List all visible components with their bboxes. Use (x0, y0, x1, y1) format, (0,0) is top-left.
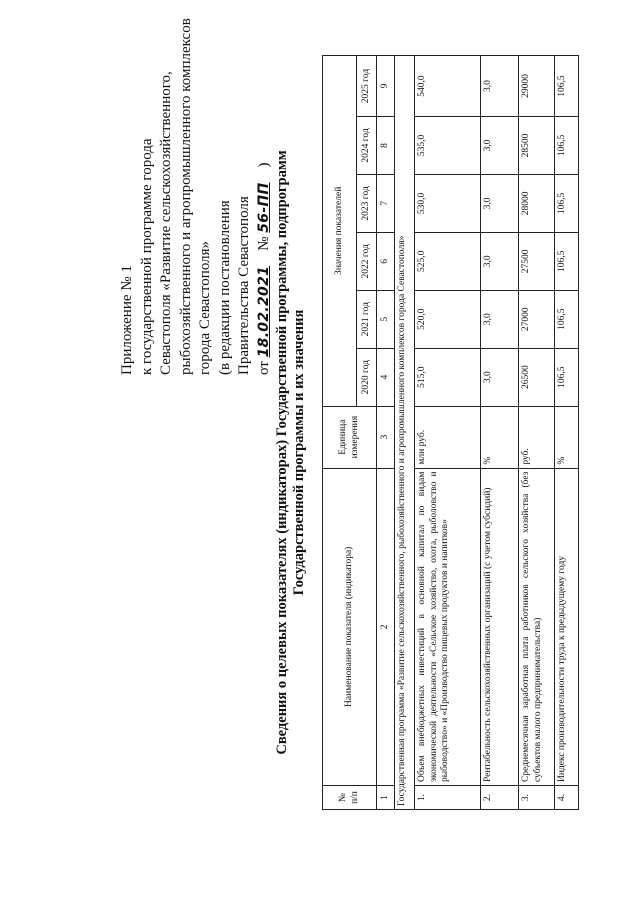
row-value: 106,5 (555, 117, 579, 175)
row-value: 106,5 (555, 56, 579, 117)
row-value: 26500 (519, 348, 555, 406)
row-unit: % (481, 406, 519, 468)
row-value: 106,5 (555, 174, 579, 232)
row-value: 3,0 (481, 56, 519, 117)
column-number: 3 (377, 406, 395, 468)
indicators-table (322, 55, 579, 810)
row-unit: % (555, 406, 579, 468)
table-row (555, 56, 579, 810)
table-row (415, 56, 481, 810)
date-prefix: от (255, 361, 272, 375)
row-value: 29000 (519, 56, 555, 117)
number-prefix: № (255, 236, 272, 251)
document-heading (274, 0, 308, 905)
row-unit: млн руб. (415, 406, 481, 468)
row-value: 106,5 (555, 232, 579, 290)
closing-paren: ) (255, 162, 272, 168)
section-title: Государственная программа «Развитие сельскохозяйственного, рыбохозяйственного и агропромышленного комплексов города Севастополя» (395, 56, 415, 810)
header-year: 2024 год (357, 117, 377, 175)
header-year: 2023 год (357, 174, 377, 232)
annex-line: города Севастополя» (197, 240, 213, 375)
annex-line: Севастополя «Развитие сельскохозяйственного, (158, 71, 174, 375)
annex-line: Приложение № 1 (119, 265, 135, 375)
row-value: 106,5 (555, 290, 579, 348)
row-value: 106,5 (555, 348, 579, 406)
row-name: Рентабельность сельскохозяйственных организаций (с учетом субсидий) (481, 468, 519, 785)
row-value: 515,0 (415, 348, 481, 406)
row-value: 535,0 (415, 117, 481, 175)
header-name: Наименование показателя (индикатора) (323, 468, 377, 785)
row-value: 27500 (519, 232, 555, 290)
header-year: 2021 год (357, 290, 377, 348)
handwritten-number: 56-ПП (255, 182, 272, 233)
heading-line-1: Сведения о целевых показателях (индикаторах) Государственной программы, подпрограмм (274, 150, 290, 755)
row-name: Индекс производительности труда к предыдущему году (555, 468, 579, 785)
row-value: 540,0 (415, 56, 481, 117)
table-row (519, 56, 555, 810)
column-number: 2 (377, 468, 395, 785)
row-value: 3,0 (481, 174, 519, 232)
row-num: 3. (519, 786, 555, 810)
column-number: 4 (377, 348, 395, 406)
header-year: 2020 год (357, 348, 377, 406)
row-name: Среднемесячная заработная плата работников сельского хозяйства (без субъектов малого предпринимательства) (519, 468, 555, 785)
row-value: 28500 (519, 117, 555, 175)
row-num: 2. (481, 786, 519, 810)
annex-line: рыбохозяйственного и агропромышленного комплексов (177, 18, 194, 375)
row-value: 3,0 (481, 290, 519, 348)
column-number: 6 (377, 232, 395, 290)
table-row (481, 56, 519, 810)
column-number: 7 (377, 174, 395, 232)
row-num: 1. (415, 786, 481, 810)
annex-block (118, 18, 274, 375)
column-number: 1 (377, 786, 395, 810)
header-year: 2022 год (357, 232, 377, 290)
annex-line: к государственной программе города (138, 138, 155, 375)
row-value: 27000 (519, 290, 555, 348)
header-year: 2025 год (357, 56, 377, 117)
row-value: 28000 (519, 174, 555, 232)
row-value: 520,0 (415, 290, 481, 348)
row-value: 525,0 (415, 232, 481, 290)
handwritten-date: 18.02.2021 (255, 265, 272, 358)
row-unit: руб. (519, 406, 555, 468)
header-values-group: Значения показателей (323, 56, 357, 407)
header-num: № п/п (323, 786, 377, 810)
row-num: 4. (555, 786, 579, 810)
row-value: 3,0 (481, 117, 519, 175)
heading-line-2: Государственной программы и их значения (291, 309, 307, 596)
row-value: 3,0 (481, 348, 519, 406)
column-number: 5 (377, 290, 395, 348)
row-value: 3,0 (481, 232, 519, 290)
row-value: 530,0 (415, 174, 481, 232)
header-unit: Единица измерения (323, 406, 377, 468)
column-number: 8 (377, 117, 395, 175)
column-number: 9 (377, 56, 395, 117)
annex-date-line (255, 35, 275, 375)
row-name: Объем внебюджетных инвестиций в основной капитал по видам экономической деятельности «Сельское хозяйство, охота, рыболовство и рыбоводство» и «Производство пищевых продуктов и напитков» (415, 468, 481, 785)
annex-line: Правительства Севастополя (236, 196, 252, 375)
annex-line: (в редакции постановления (216, 200, 233, 375)
